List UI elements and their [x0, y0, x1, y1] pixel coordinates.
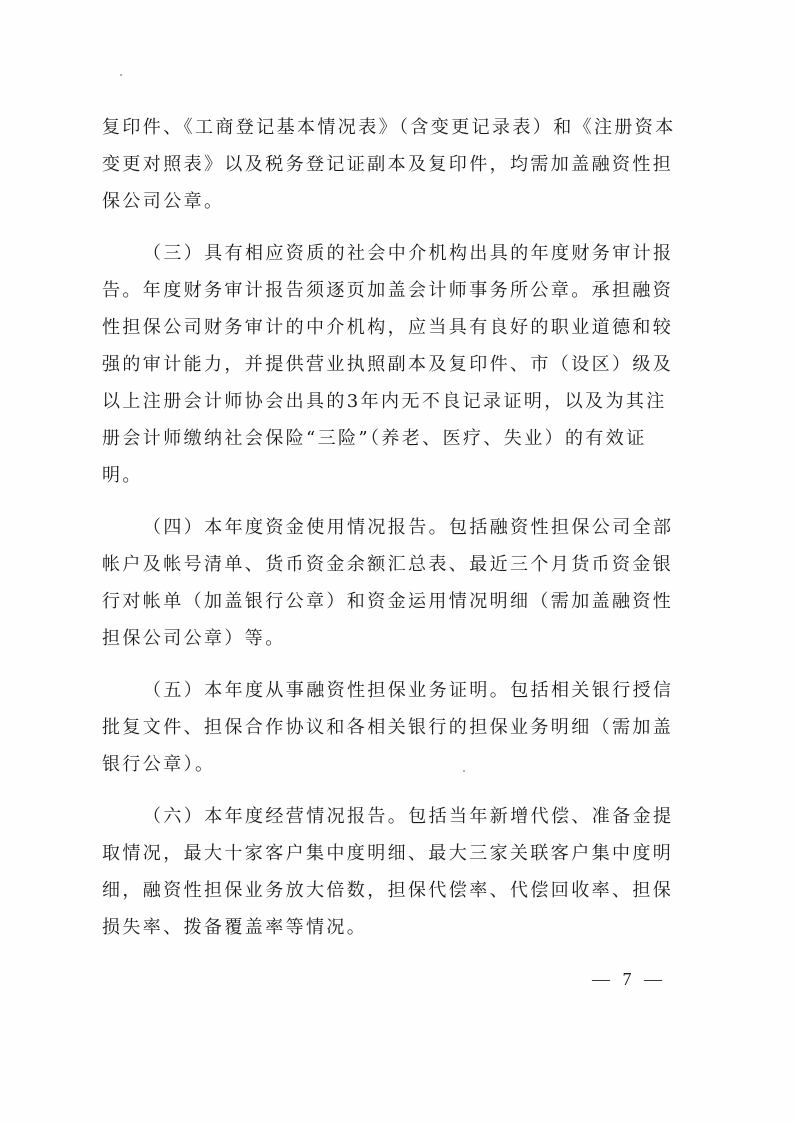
text-line: 告。年度财务审计报告须逐页加盖会计师事务所公章。承担融资	[102, 280, 674, 301]
text-line: 变更对照表》以及税务登记证副本及复印件，均需加盖融资性担	[102, 154, 674, 175]
text-line: 细，融资性担保业务放大倍数，担保代偿率、代偿回收率、担保	[102, 880, 674, 901]
text-line: （三）具有相应资质的社会中介机构出具的年度财务审计报	[143, 243, 674, 264]
text-line: 明。	[102, 465, 143, 486]
text-line: 强的审计能力，并提供营业执照副本及复印件、市（设区）级及	[102, 354, 674, 375]
text-line: 行对帐单（加盖银行公章）和资金运用情况明细（需加盖融资性	[102, 591, 674, 612]
text-line: 批复文件、担保合作协议和各相关银行的担保业务明细（需加盖	[102, 717, 674, 738]
text-line: （五）本年度从事融资性担保业务证明。包括相关银行授信	[143, 680, 674, 701]
paragraph-item-6	[102, 798, 694, 946]
paragraph-continued	[102, 109, 694, 220]
text-line: 以上注册会计师协会出具的3年内无不良记录证明，以及为其注	[102, 391, 667, 412]
text-line: 银行公章）。	[102, 754, 216, 775]
text-line: 保公司公章。	[102, 191, 225, 212]
paragraph-item-3	[102, 235, 694, 494]
text-line: 性担保公司财务审计的中介机构，应当具有良好的职业道德和较	[102, 317, 674, 338]
scan-speck	[120, 74, 122, 76]
text-line: 复印件、《工商登记基本情况表》（含变更记录表）和《注册资本	[102, 117, 676, 138]
document-body	[102, 109, 694, 946]
text-line: （六）本年度经营情况报告。包括当年新增代偿、准备金提	[143, 806, 674, 827]
text-line: 册会计师缴纳社会保险“三险”（养老、医疗、失业）的有效证	[102, 428, 647, 449]
text-line: 帐户及帐号清单、货币资金余额汇总表、最近三个月货币资金银	[102, 554, 674, 575]
text-line: 取情况，最大十家客户集中度明细、最大三家关联客户集中度明	[102, 843, 674, 864]
scan-speck	[463, 770, 465, 772]
text-line: 担保公司公章）等。	[102, 628, 286, 649]
text-line: （四）本年度资金使用情况报告。包括融资性担保公司全部	[143, 517, 674, 538]
page-number: — 7 —	[592, 969, 666, 989]
paragraph-item-5	[102, 672, 694, 783]
text-line: 损失率、拨备覆盖率等情况。	[102, 917, 368, 938]
paragraph-item-4	[102, 509, 694, 657]
